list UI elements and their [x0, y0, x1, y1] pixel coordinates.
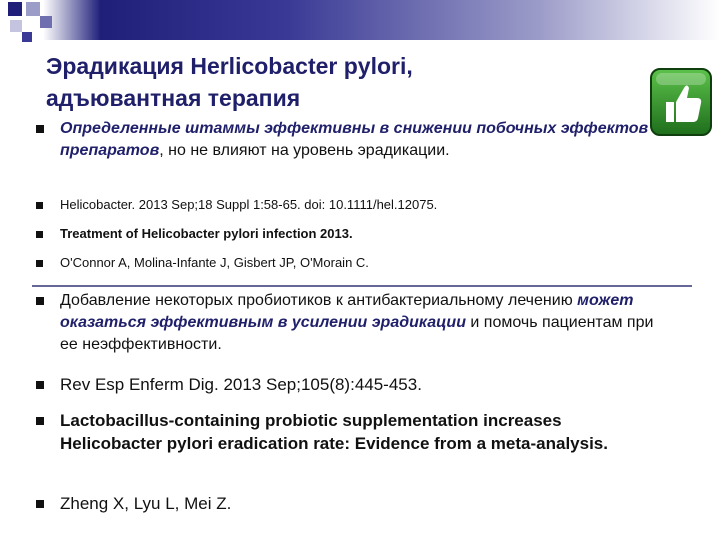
emphasis-text: может оказаться эффективным в усилении эрадикации	[60, 292, 634, 331]
plain-text: , но не влияют на уровень эрадикации.	[159, 142, 450, 159]
section-divider	[32, 285, 692, 287]
header-gradient-bar	[0, 0, 720, 40]
title-line-2: адъювантная терапия	[46, 85, 301, 111]
plain-text: Добавление некоторых пробиотиков к антибактериальному лечению	[60, 292, 573, 309]
decor-square	[10, 20, 22, 32]
bullet-marker	[36, 125, 44, 133]
authors-text: O'Connor A, Molina-Infante J, Gisbert JP, O'Morain C.	[60, 255, 369, 270]
bullet-marker	[36, 202, 43, 209]
article-title-text: Treatment of Helicobacter pylori infection 2013.	[60, 226, 353, 241]
title-line-1: Эрадикация Herlicobacter pylori,	[46, 53, 413, 79]
emphasis-text: Определенные штаммы эффективны в снижении побочных эффектов препаратов	[60, 120, 649, 159]
authors-text: Zheng X, Lyu L, Mei Z.	[60, 494, 232, 513]
plain-text: и помочь пациентам при ее неэффективности.	[60, 314, 654, 353]
citation-text: Helicobacter. 2013 Sep;18 Suppl 1:58-65. doi: 10.1111/hel.12075.	[60, 197, 438, 212]
bullet-text	[60, 118, 660, 162]
decor-square	[26, 2, 40, 16]
bullet-marker	[36, 417, 44, 425]
article-title-text: Lactobacillus-containing probiotic supplementation increases Helicobacter pylori eradication rate: Evidence from a meta-analysis.	[60, 411, 608, 453]
slide-title	[46, 50, 606, 114]
bullet-text	[60, 290, 660, 356]
citation-text: Rev Esp Enferm Dig. 2013 Sep;105(8):445-453.	[60, 375, 422, 394]
bullet-marker	[36, 381, 44, 389]
decor-square	[40, 16, 52, 28]
bullet-marker	[36, 500, 44, 508]
bullet-marker	[36, 260, 43, 267]
bullet-marker	[36, 297, 44, 305]
bullet-marker	[36, 231, 43, 238]
decor-square	[22, 32, 32, 42]
decor-square	[8, 2, 22, 16]
